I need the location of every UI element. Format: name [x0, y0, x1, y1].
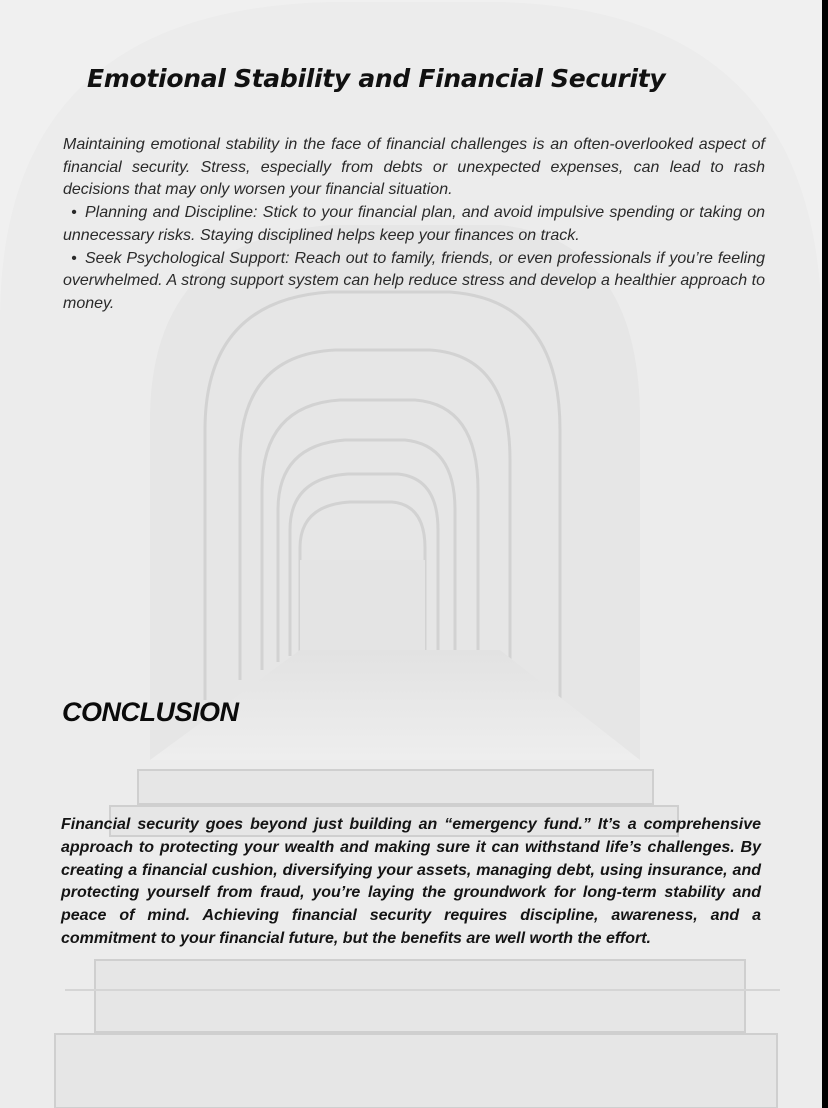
intro-section: [63, 134, 765, 316]
bullet-item: • Seek Psychological Support: Reach out to family, friends, or even professionals if you’re feeling overwhelmed. A strong support system can help reduce stress and develop a healthier approach to money.: [63, 248, 765, 316]
page-edge: [822, 0, 828, 1108]
conclusion-paragraph: Financial security goes beyond just building an “emergency fund.” It’s a comprehensive approach to protecting your wealth and making sure it can withstand life’s challenges. By creating a financial cushion, diversifying your assets, managing debt, using insurance, and protecting yourself from fraud, you’re laying the groundwork for long-term stability and peace of mind. Achieving financial security requires discipline, awareness, and a commitment to your financial future, but the benefits are well worth the effort.: [61, 816, 761, 947]
bullet-item: • Planning and Discipline: Stick to your financial plan, and avoid impulsive spending or taking on unnecessary risks. Staying disciplined helps keep your finances on track.: [63, 202, 765, 247]
intro-paragraph: Maintaining emotional stability in the face of financial challenges is an often-overlooked aspect of financial security. Stress, especially from debts or unexpected expenses, can lead to rash decisions that may only worsen your financial situation.: [63, 136, 765, 199]
page-title: Emotional Stability and Financial Security: [87, 64, 666, 93]
conclusion-heading: CONCLUSION: [62, 697, 239, 727]
